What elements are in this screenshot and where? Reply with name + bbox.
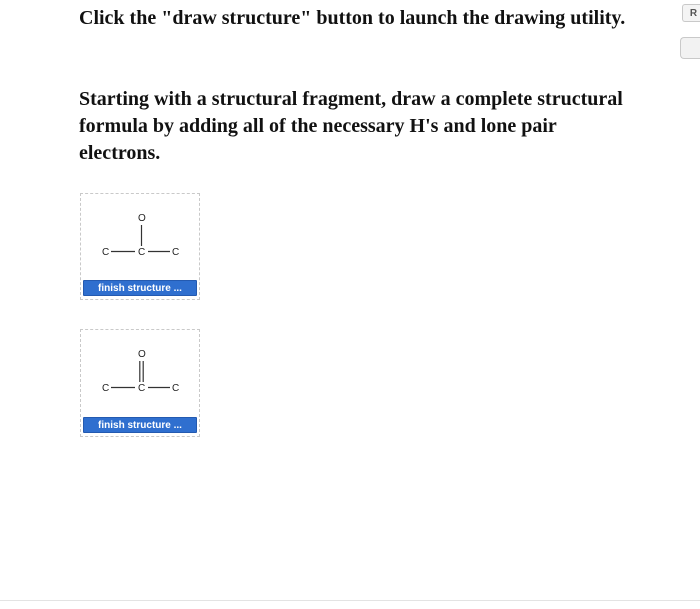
atom-carbon-center: C bbox=[138, 247, 146, 258]
bottom-divider bbox=[0, 600, 700, 601]
side-panel-r-button[interactable]: R bbox=[682, 4, 700, 22]
finish-structure-button-1[interactable]: finish structure ... bbox=[83, 280, 197, 296]
structure-fragment-1[interactable] bbox=[80, 193, 200, 300]
atom-oxygen: O bbox=[138, 349, 146, 360]
task-instruction: Starting with a structural fragment, draw a complete structural formula by adding all of the necessary H's and lone pair electrons. bbox=[79, 88, 623, 164]
finish-structure-button-2[interactable]: finish structure ... bbox=[83, 417, 197, 433]
side-panel-tab[interactable] bbox=[680, 37, 700, 59]
launch-instruction: Click the "draw structure" button to launch the drawing utility. bbox=[79, 7, 626, 29]
atom-carbon-right: C bbox=[172, 383, 180, 394]
structure-fragment-2[interactable] bbox=[80, 329, 200, 437]
structure-drawing-1 bbox=[81, 194, 199, 280]
atom-carbon-left: C bbox=[102, 247, 110, 258]
atom-carbon-left: C bbox=[102, 383, 110, 394]
atom-carbon-right: C bbox=[172, 247, 180, 258]
atom-oxygen: O bbox=[138, 213, 146, 224]
structure-drawing-2 bbox=[81, 330, 199, 416]
atom-carbon-center: C bbox=[138, 383, 146, 394]
